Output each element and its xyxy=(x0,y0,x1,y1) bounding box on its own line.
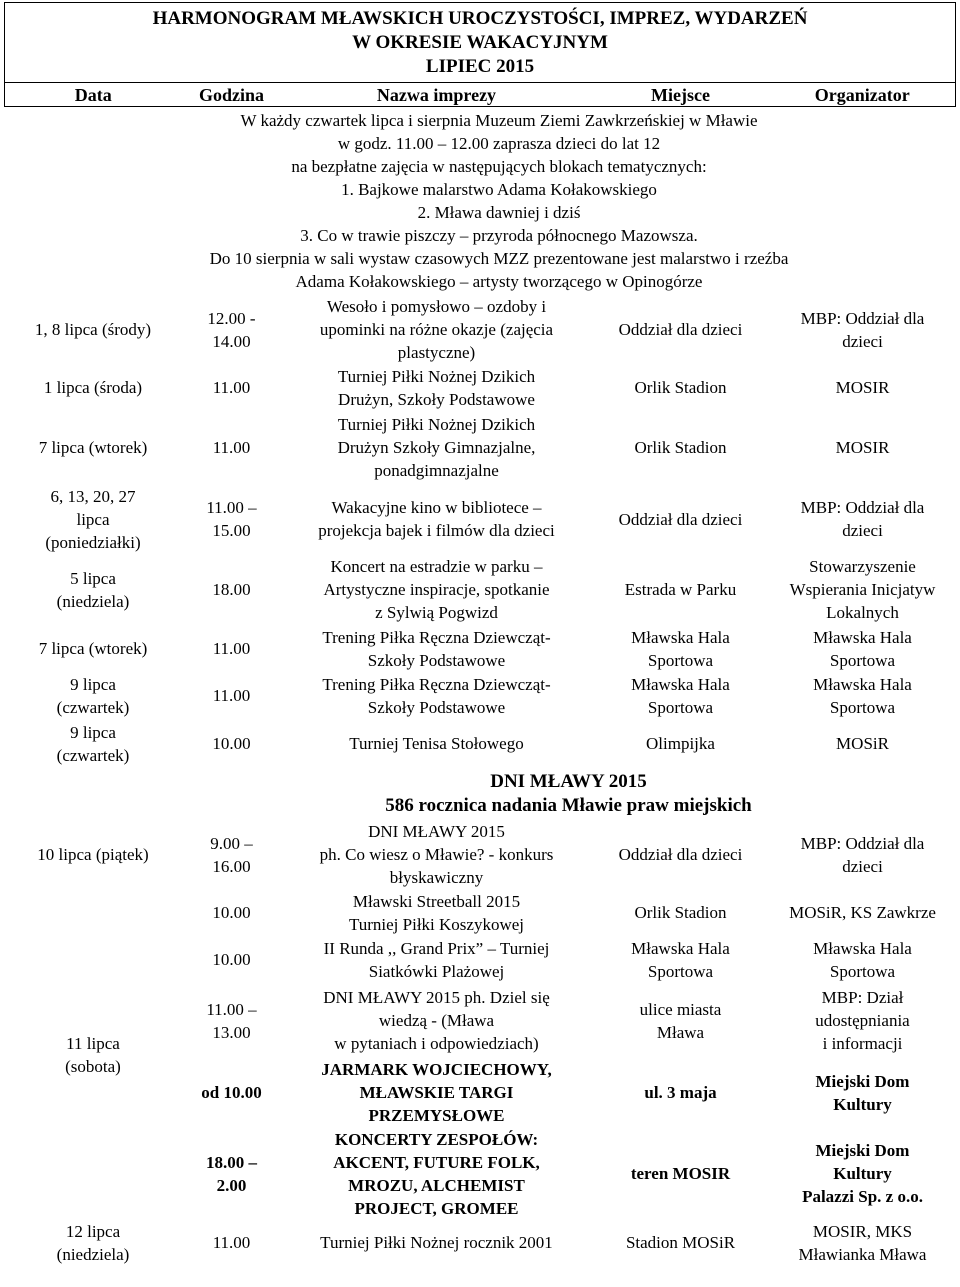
event-organizer-line: Miejski Dom xyxy=(815,1071,910,1091)
event-time-line: 10.00 xyxy=(212,950,251,969)
event-time-line: 13.00 xyxy=(212,1022,251,1042)
event-date xyxy=(5,1220,182,1266)
event-organizer-line: Kultury xyxy=(833,1164,892,1183)
dni-heading-line: DNI MŁAWY 2015 xyxy=(490,770,647,792)
event-date-line: 5 lipca xyxy=(70,568,116,588)
event-name-line: Mławski Streetball 2015 xyxy=(352,891,521,911)
event-time xyxy=(182,554,282,626)
event-date-line: (czwartek) xyxy=(56,697,130,717)
event-name xyxy=(282,1220,592,1266)
event-name-line: PRZEMYSŁOWE xyxy=(368,1106,505,1125)
event-time-line: 18.00 xyxy=(212,580,251,599)
event-name-line: Szkoły Podstawowe xyxy=(367,650,506,670)
event-time-line: 12.00 - xyxy=(207,308,256,328)
event-name xyxy=(282,890,592,936)
event-name xyxy=(282,411,592,485)
event-name-line: Wakacyjne kino w bibliotece – xyxy=(331,498,542,517)
event-row-dni xyxy=(5,1220,956,1266)
event-name-line: Drużyn Szkoły Gimnazjalne, xyxy=(337,438,536,457)
event-time-line: 18.00 – xyxy=(206,1152,257,1172)
event-organizer-line: Mławska Hala xyxy=(813,674,912,694)
event-time-line: 10.00 xyxy=(212,903,251,922)
event-place-line: Mława xyxy=(656,1022,705,1042)
event-organizer xyxy=(770,820,956,890)
event-date xyxy=(5,672,182,720)
event-place xyxy=(592,411,770,485)
event-time xyxy=(182,1128,282,1220)
event-organizer-line: Mławianka Mława xyxy=(798,1244,927,1264)
event-place xyxy=(592,1128,770,1220)
event-name-line: Artystyczne inspiracje, spotkanie xyxy=(323,580,550,599)
intro-text-line: 2. Mława dawniej i dziś xyxy=(417,202,581,222)
spacer xyxy=(5,768,182,820)
event-date xyxy=(5,411,182,485)
event-name-line: Szkoły Podstawowe xyxy=(367,697,506,717)
event-date-line: 7 lipca (wtorek) xyxy=(38,438,148,457)
event-row xyxy=(5,411,956,485)
event-place-line: Orlik Stadion xyxy=(634,438,727,457)
event-time-line: 10.00 xyxy=(212,734,251,753)
event-date xyxy=(5,365,182,411)
event-place-line: Mławska Hala xyxy=(631,674,730,694)
header-organizer xyxy=(770,83,956,107)
event-time-line: 11.00 xyxy=(212,438,251,457)
event-organizer-line: dzieci xyxy=(842,856,883,876)
event-place xyxy=(592,1220,770,1266)
event-date-line: 10 lipca (piątek) xyxy=(37,845,149,864)
event-place-line: Orlik Stadion xyxy=(634,378,727,397)
event-name xyxy=(282,365,592,411)
event-row xyxy=(5,295,956,365)
event-name-line: ph. Co wiesz o Mławie? - konkurs xyxy=(319,845,554,864)
event-time xyxy=(182,890,282,936)
event-time xyxy=(182,820,282,890)
event-place xyxy=(592,365,770,411)
dni-heading-row xyxy=(5,768,956,820)
event-organizer-line: dzieci xyxy=(842,521,883,540)
event-time xyxy=(182,485,282,554)
event-row-dni xyxy=(5,890,956,936)
event-organizer-line: MOSIR xyxy=(835,438,890,457)
event-organizer xyxy=(770,1058,956,1128)
event-time-line: 14.00 xyxy=(212,331,251,351)
event-date-line: lipca xyxy=(76,509,110,529)
event-time-line: 11.00 xyxy=(212,1233,251,1252)
event-organizer xyxy=(770,720,956,768)
event-place-line: Oddział dla dzieci xyxy=(618,509,743,529)
title-row xyxy=(5,3,956,83)
event-place-line: Oddział dla dzieci xyxy=(618,845,743,864)
event-date xyxy=(5,295,182,365)
event-organizer-line: Miejski Dom xyxy=(815,1141,910,1160)
event-name-line: DNI MŁAWY 2015 xyxy=(368,822,505,841)
event-place-line: Stadion MOSiR xyxy=(625,1233,736,1252)
event-name-line: Trening Piłka Ręczna Dziewcząt- xyxy=(322,627,551,647)
intro-text-line: na bezpłatne zajęcia w następujących blokach tematycznych: xyxy=(291,156,707,176)
event-date-line: (niedziela) xyxy=(56,1244,130,1264)
event-place-line: ulice miasta xyxy=(639,999,722,1019)
event-time-line: 15.00 xyxy=(212,521,251,540)
event-name-line: Koncert na estradzie w parku – xyxy=(330,557,543,576)
event-row xyxy=(5,626,956,672)
event-organizer xyxy=(770,936,956,984)
event-date-line: 1, 8 lipca (środy) xyxy=(34,320,152,339)
event-place xyxy=(592,485,770,554)
event-date-line: 6, 13, 20, 27 xyxy=(50,486,136,506)
event-place-line: Mławska Hala xyxy=(631,938,730,958)
event-name-line: Wesoło i pomysłowo – ozdoby i xyxy=(326,297,547,316)
event-organizer xyxy=(770,365,956,411)
event-organizer xyxy=(770,554,956,626)
event-name-line: Turniej Tenisa Stołowego xyxy=(349,734,524,753)
event-date-line: (czwartek) xyxy=(56,745,130,765)
event-time-line: 11.00 xyxy=(212,639,251,658)
event-name xyxy=(282,1128,592,1220)
event-organizer-line: Kultury xyxy=(833,1094,892,1114)
event-organizer-line: MOSIR xyxy=(835,378,890,397)
event-place xyxy=(592,984,770,1058)
event-time xyxy=(182,365,282,411)
event-name-line: z Sylwią Pogwizd xyxy=(375,603,498,622)
header-time-line: Godzina xyxy=(198,84,264,105)
event-organizer xyxy=(770,626,956,672)
event-date xyxy=(5,626,182,672)
event-time xyxy=(182,295,282,365)
intro-text xyxy=(5,107,956,295)
event-name-line: upominki na różne okazje (zajęcia xyxy=(319,320,554,339)
event-date-line: 1 lipca (środa) xyxy=(43,378,143,397)
event-organizer-line: MBP: Oddział dla xyxy=(800,308,925,328)
event-date xyxy=(5,720,182,768)
event-time xyxy=(182,672,282,720)
event-organizer-line: Sportowa xyxy=(829,650,896,670)
event-name xyxy=(282,554,592,626)
event-row xyxy=(5,672,956,720)
header-time xyxy=(182,83,282,107)
event-organizer xyxy=(770,672,956,720)
event-place-line: Mławska Hala xyxy=(631,627,730,647)
event-time-line: 11.00 – xyxy=(206,498,257,517)
event-name-line: DNI MŁAWY 2015 ph. Dziel się xyxy=(323,988,550,1007)
event-name xyxy=(282,672,592,720)
event-date-line: 7 lipca (wtorek) xyxy=(38,639,148,658)
event-time xyxy=(182,411,282,485)
schedule-table xyxy=(4,2,956,1266)
event-place xyxy=(592,720,770,768)
event-place-line: Olimpijka xyxy=(646,734,715,753)
event-organizer-line: MOSiR, KS Zawkrze xyxy=(789,903,936,922)
event-time xyxy=(182,720,282,768)
event-place xyxy=(592,295,770,365)
event-place-line: Orlik Stadion xyxy=(634,903,727,922)
intro-text-line: 1. Bajkowe malarstwo Adama Kołakowskiego xyxy=(341,179,657,199)
event-date-line: 12 lipca xyxy=(65,1221,121,1241)
document-title-line: LIPIEC 2015 xyxy=(425,55,535,77)
intro-text-line: Adama Kołakowskiego – artysty tworzącego w Opinogórze xyxy=(295,271,703,291)
event-name-line: projekcja bajek i filmów dla dzieci xyxy=(318,521,555,540)
event-place xyxy=(592,626,770,672)
event-name-line: JARMARK WOJCIECHOWY, xyxy=(321,1060,552,1079)
header-date xyxy=(5,83,182,107)
event-name-line: MROZU, ALCHEMIST xyxy=(348,1175,525,1195)
header-name-line: Nazwa imprezy xyxy=(376,84,497,105)
event-organizer xyxy=(770,485,956,554)
event-name-line: w pytaniach i odpowiedziach) xyxy=(334,1034,539,1053)
document-title-line: W OKRESIE WAKACYJNYM xyxy=(352,31,608,53)
event-organizer xyxy=(770,411,956,485)
event-name xyxy=(282,295,592,365)
event-time-line: 2.00 xyxy=(216,1175,247,1195)
document-title xyxy=(5,3,956,83)
intro-text-line: Do 10 sierpnia w sali wystaw czasowych MZZ prezentowane jest malarstwo i rzeźba xyxy=(209,248,789,268)
event-date xyxy=(5,820,182,890)
event-time-line: 11.00 – xyxy=(206,999,257,1019)
event-time-line: 9.00 – xyxy=(210,833,253,853)
header-name xyxy=(282,83,592,107)
event-time xyxy=(182,1058,282,1128)
event-time xyxy=(182,984,282,1058)
event-date-line: (sobota) xyxy=(65,1056,121,1076)
event-place-line: teren MOSIR xyxy=(630,1164,731,1183)
event-time xyxy=(182,626,282,672)
event-name xyxy=(282,626,592,672)
dni-heading xyxy=(182,768,956,820)
event-organizer-line: MBP: Oddział dla xyxy=(800,833,925,853)
event-organizer xyxy=(770,295,956,365)
event-row xyxy=(5,485,956,554)
event-place-line: ul. 3 maja xyxy=(644,1083,717,1102)
event-organizer xyxy=(770,1128,956,1220)
event-organizer-line: Lokalnych xyxy=(826,603,899,622)
event-organizer-line: Sportowa xyxy=(829,697,896,717)
event-organizer-line: MBP: Dział xyxy=(821,988,904,1007)
event-place xyxy=(592,820,770,890)
event-date xyxy=(5,485,182,554)
header-date-line: Data xyxy=(74,84,112,105)
event-time-line: 11.00 xyxy=(212,686,251,705)
event-organizer-line: MOSiR xyxy=(836,734,889,753)
event-organizer-line: dzieci xyxy=(842,331,883,351)
event-place xyxy=(592,1058,770,1128)
header-organizer-line: Organizator xyxy=(814,84,910,105)
event-name-line: Siatkówki Plażowej xyxy=(368,961,505,981)
event-name-line: Drużyn, Szkoły Podstawowe xyxy=(338,389,535,409)
event-name-line: Turniej Piłki Koszykowej xyxy=(348,914,525,934)
event-name xyxy=(282,936,592,984)
event-time xyxy=(182,936,282,984)
event-name xyxy=(282,1058,592,1128)
event-name-line: Trening Piłka Ręczna Dziewcząt- xyxy=(322,674,551,694)
event-name-line: Turniej Piłki Nożnej Dzikich xyxy=(337,415,536,434)
event-organizer xyxy=(770,890,956,936)
event-name-line: plastyczne) xyxy=(397,343,476,362)
event-date-line: 11 lipca xyxy=(66,1033,120,1053)
event-organizer xyxy=(770,1220,956,1266)
event-name xyxy=(282,720,592,768)
event-name-line: PROJECT, GROMEE xyxy=(354,1198,519,1218)
event-place xyxy=(592,554,770,626)
event-time-line: 16.00 xyxy=(212,856,251,876)
event-organizer-line: i informacji xyxy=(822,1034,903,1053)
event-name-line: II Runda ,, Grand Prix” – Turniej xyxy=(323,938,550,958)
event-name-line: Turniej Piłki Nożnej Dzikich xyxy=(337,366,536,386)
event-place-line: Oddział dla dzieci xyxy=(618,320,743,339)
event-organizer-line: Wspierania Inicjatyw xyxy=(789,580,936,599)
event-place xyxy=(592,936,770,984)
event-row xyxy=(5,365,956,411)
event-name-line: Turniej Piłki Nożnej rocznik 2001 xyxy=(320,1233,553,1252)
event-row xyxy=(5,554,956,626)
event-name xyxy=(282,820,592,890)
event-time-line: od 10.00 xyxy=(201,1083,262,1102)
event-name xyxy=(282,984,592,1058)
event-date-line: (poniedziałki) xyxy=(45,532,141,552)
event-organizer-line: MOSIR, MKS xyxy=(812,1221,913,1241)
event-organizer-line: Mławska Hala xyxy=(813,627,912,647)
event-date-line: (niedziela) xyxy=(56,591,130,611)
event-date xyxy=(5,554,182,626)
intro-text-line: W każdy czwartek lipca i sierpnia Muzeum Ziemi Zawkrzeńskiej w Mławie xyxy=(240,110,758,130)
intro-text-line: w godz. 11.00 – 12.00 zaprasza dzieci do lat 12 xyxy=(337,133,661,153)
event-place-line: Sportowa xyxy=(647,697,714,717)
event-date xyxy=(5,890,182,1220)
intro-text-line: 3. Co w trawie piszczy – przyroda północnego Mazowsza. xyxy=(300,225,698,245)
event-name xyxy=(282,485,592,554)
event-time-line: 11.00 xyxy=(212,378,251,397)
event-name-line: ponadgimnazjalne xyxy=(374,461,499,480)
event-place xyxy=(592,890,770,936)
event-name-line: KONCERTY ZESPOŁÓW: xyxy=(334,1129,539,1149)
header-place-line: Miejsce xyxy=(651,84,710,105)
event-date-line: 9 lipca xyxy=(70,722,116,742)
header-place xyxy=(592,83,770,107)
intro-row xyxy=(5,107,956,295)
event-name-line: AKCENT, FUTURE FOLK, xyxy=(333,1152,540,1172)
event-organizer-line: Stowarzyszenie xyxy=(809,557,916,576)
event-organizer-line: Palazzi Sp. z o.o. xyxy=(802,1187,923,1206)
event-place-line: Sportowa xyxy=(647,961,714,981)
event-row xyxy=(5,720,956,768)
event-organizer-line: udostępniania xyxy=(815,1011,910,1030)
event-organizer-line: Mławska Hala xyxy=(813,938,912,958)
event-name-line: MŁAWSKIE TARGI xyxy=(359,1083,514,1102)
event-time xyxy=(182,1220,282,1266)
event-place-line: Sportowa xyxy=(647,650,714,670)
event-place-line: Estrada w Parku xyxy=(624,580,737,599)
event-organizer-line: Sportowa xyxy=(829,961,896,981)
document-title-line: HARMONOGRAM MŁAWSKICH UROCZYSTOŚCI, IMPREZ, WYDARZEŃ xyxy=(152,7,808,29)
event-name-line: wiedzą - (Mława xyxy=(378,1011,495,1030)
event-organizer-line: MBP: Oddział dla xyxy=(800,498,925,517)
event-name-line: błyskawiczny xyxy=(389,868,484,887)
event-organizer xyxy=(770,984,956,1058)
header-row xyxy=(5,83,956,107)
event-place xyxy=(592,672,770,720)
event-row-dni xyxy=(5,820,956,890)
dni-heading-line: 586 rocznica nadania Mławie praw miejskich xyxy=(385,794,752,816)
event-date-line: 9 lipca xyxy=(70,674,116,694)
